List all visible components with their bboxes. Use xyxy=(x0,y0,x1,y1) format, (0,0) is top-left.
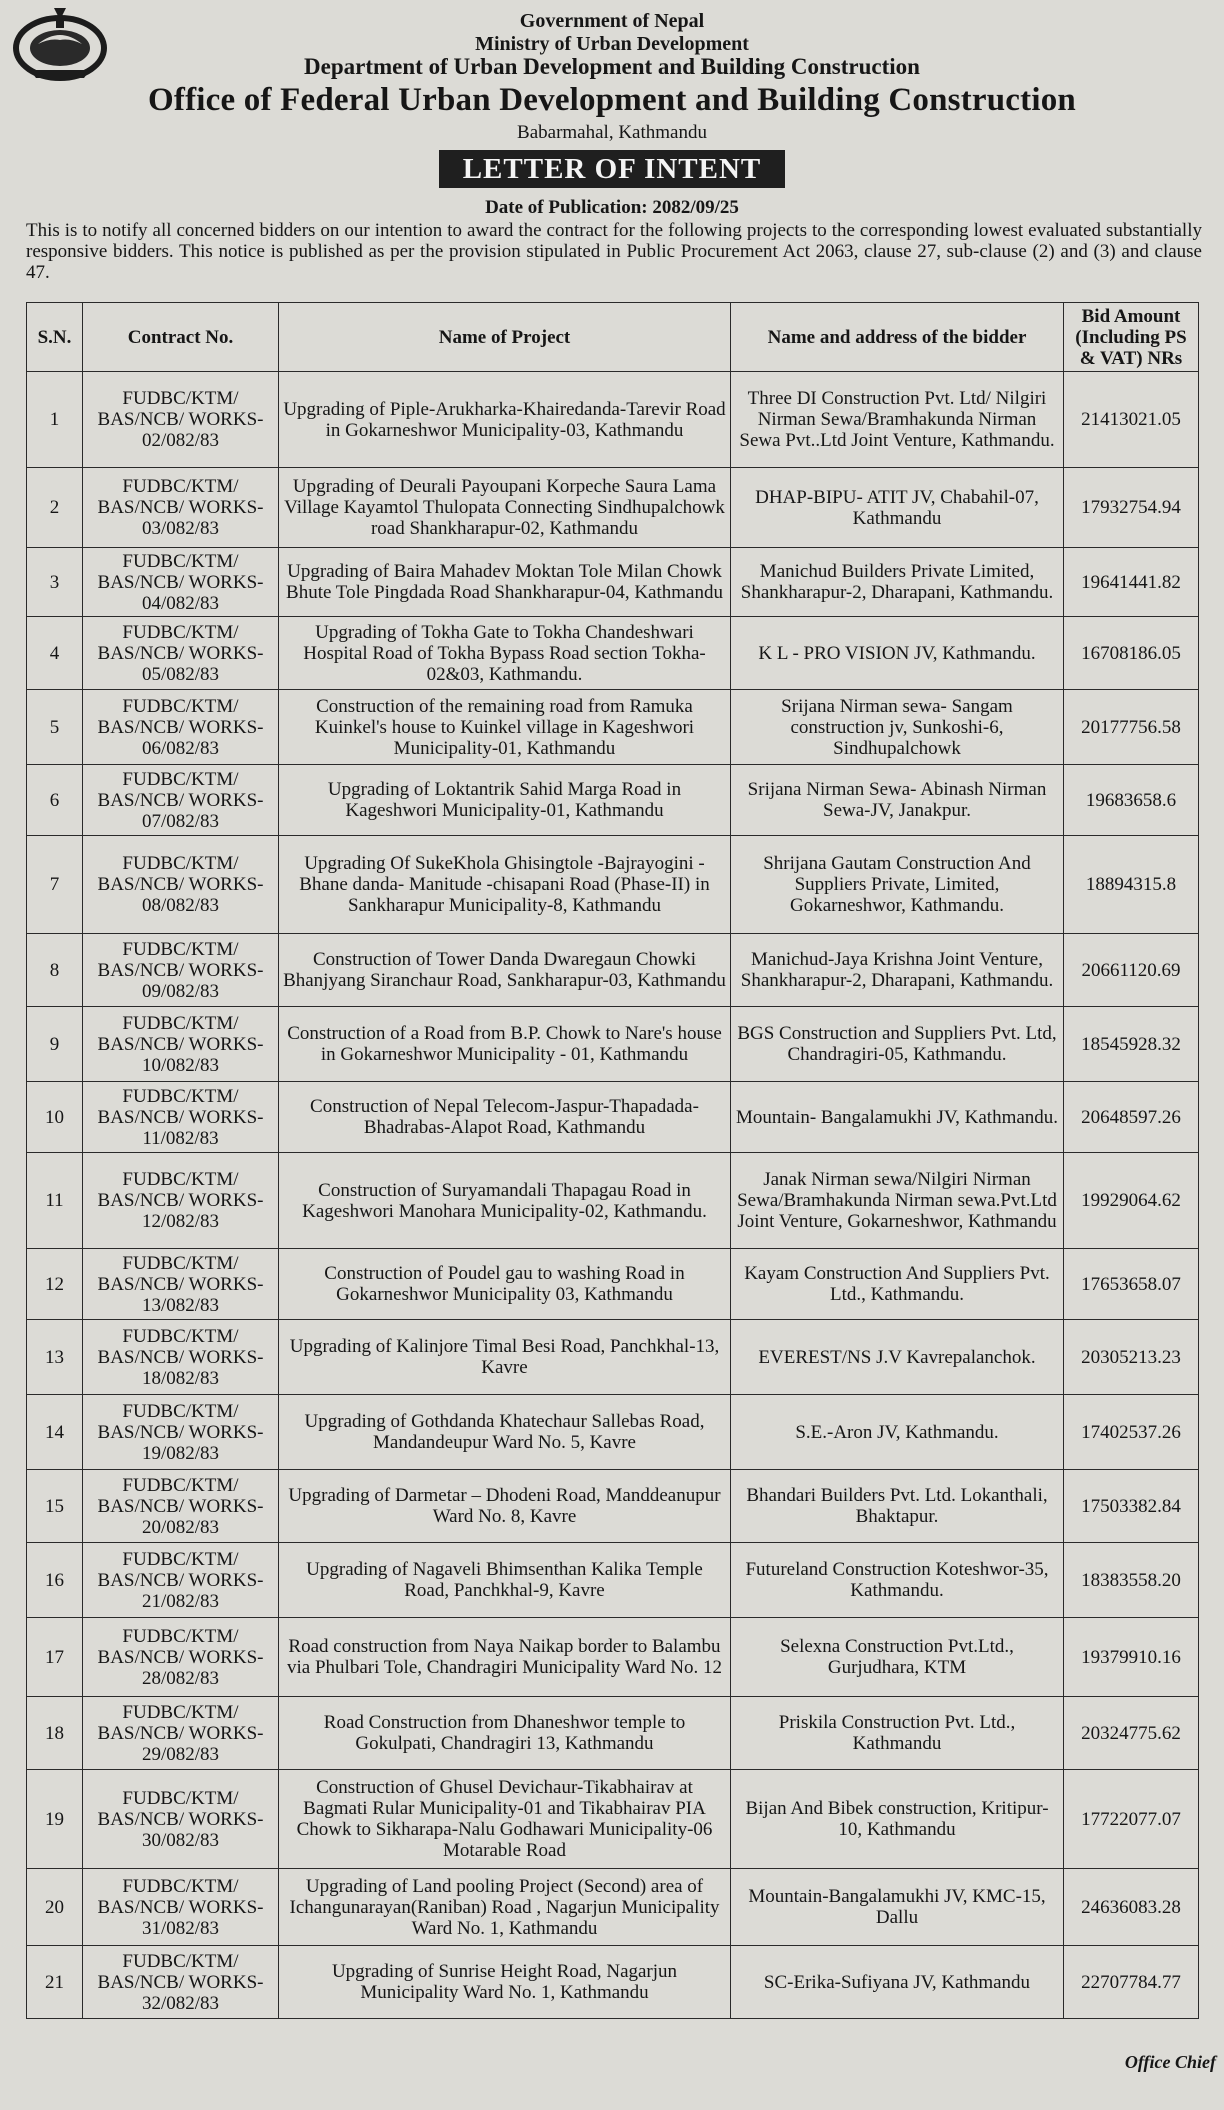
cell-project-name: Upgrading of Deurali Payoupani Korpeche Saura Lama Village Kayamtol Thulopata Connecting Sindhupalchowk road Shankharapur-02, Kathmandu xyxy=(279,468,731,548)
cell-project-name: Construction of Suryamandali Thapagau Road in Kageshwori Manohara Municipality-02, Kathmandu. xyxy=(279,1153,731,1249)
cell-sn: 7 xyxy=(27,836,83,934)
ministry-name: Ministry of Urban Development xyxy=(475,33,749,55)
cell-sn: 1 xyxy=(27,372,83,468)
cell-contract-no: FUDBC/KTM/ BAS/NCB/ WORKS-05/082/83 xyxy=(83,617,279,690)
cell-bid-amount: 20177756.58 xyxy=(1064,690,1199,765)
cell-bid-amount: 18383558.20 xyxy=(1064,1543,1199,1618)
cell-contract-no: FUDBC/KTM/ BAS/NCB/ WORKS-04/082/83 xyxy=(83,548,279,617)
cell-project-name: Upgrading of Loktantrik Sahid Marga Road in Kageshwori Municipality-01, Kathmandu xyxy=(279,765,731,836)
cell-bid-amount: 19379910.16 xyxy=(1064,1618,1199,1697)
table-row xyxy=(27,1320,1199,1395)
table-row xyxy=(27,836,1199,934)
table-row xyxy=(27,1395,1199,1470)
table-row xyxy=(27,1153,1199,1249)
table-row xyxy=(27,1470,1199,1543)
cell-bid-amount: 17402537.26 xyxy=(1064,1395,1199,1470)
cell-bid-amount: 21413021.05 xyxy=(1064,372,1199,468)
cell-bid-amount: 20305213.23 xyxy=(1064,1320,1199,1395)
cell-sn: 6 xyxy=(27,765,83,836)
cell-bid-amount: 19641441.82 xyxy=(1064,548,1199,617)
cell-contract-no: FUDBC/KTM/ BAS/NCB/ WORKS-02/082/83 xyxy=(83,372,279,468)
table-row xyxy=(27,1869,1199,1946)
table-row xyxy=(27,1770,1199,1869)
table-row xyxy=(27,1007,1199,1082)
cell-bidder: Kayam Construction And Suppliers Pvt. Ltd., Kathmandu. xyxy=(731,1249,1064,1320)
cell-bidder: Priskila Construction Pvt. Ltd., Kathmandu xyxy=(731,1697,1064,1770)
cell-bid-amount: 19929064.62 xyxy=(1064,1153,1199,1249)
cell-contract-no: FUDBC/KTM/ BAS/NCB/ WORKS-31/082/83 xyxy=(83,1869,279,1946)
table-row xyxy=(27,1946,1199,2019)
cell-project-name: Construction of Nepal Telecom-Jaspur-Thapadada-Bhadrabas-Alapot Road, Kathmandu xyxy=(279,1082,731,1153)
notice-title: LETTER OF INTENT xyxy=(439,150,786,188)
cell-bidder: Srijana Nirman Sewa- Abinash Nirman Sewa-JV, Janakpur. xyxy=(731,765,1064,836)
cell-sn: 15 xyxy=(27,1470,83,1543)
office-name: Office of Federal Urban Development and Building Construction xyxy=(148,82,1076,118)
cell-bidder: Futureland Construction Koteshwor-35, Kathmandu. xyxy=(731,1543,1064,1618)
cell-project-name: Construction of Tower Danda Dwaregaun Chowki Bhanjyang Siranchaur Road, Sankharapur-03, Kathmandu xyxy=(279,934,731,1007)
cell-contract-no: FUDBC/KTM/ BAS/NCB/ WORKS-18/082/83 xyxy=(83,1320,279,1395)
cell-contract-no: FUDBC/KTM/ BAS/NCB/ WORKS-07/082/83 xyxy=(83,765,279,836)
cell-bidder: BGS Construction and Suppliers Pvt. Ltd, Chandragiri-05, Kathmandu. xyxy=(731,1007,1064,1082)
cell-project-name: Upgrading of Piple-Arukharka-Khairedanda-Tarevir Road in Gokarneshwor Municipality-03, Kathmandu xyxy=(279,372,731,468)
cell-bidder: S.E.-Aron JV, Kathmandu. xyxy=(731,1395,1064,1470)
cell-sn: 9 xyxy=(27,1007,83,1082)
cell-contract-no: FUDBC/KTM/ BAS/NCB/ WORKS-32/082/83 xyxy=(83,1946,279,2019)
table-row xyxy=(27,1082,1199,1153)
cell-project-name: Upgrading of Tokha Gate to Tokha Chandeshwari Hospital Road of Tokha Bypass Road section Tokha-02&03, Kathmandu. xyxy=(279,617,731,690)
cell-bid-amount: 20648597.26 xyxy=(1064,1082,1199,1153)
table-row xyxy=(27,1697,1199,1770)
cell-contract-no: FUDBC/KTM/ BAS/NCB/ WORKS-09/082/83 xyxy=(83,934,279,1007)
cell-project-name: Road construction from Naya Naikap border to Balambu via Phulbari Tole, Chandragiri Municipality Ward No. 12 xyxy=(279,1618,731,1697)
cell-sn: 13 xyxy=(27,1320,83,1395)
cell-bidder: EVEREST/NS J.V Kavrepalanchok. xyxy=(731,1320,1064,1395)
cell-sn: 5 xyxy=(27,690,83,765)
cell-bidder: Selexna Construction Pvt.Ltd., Gurjudhara, KTM xyxy=(731,1618,1064,1697)
cell-project-name: Construction of Poudel gau to washing Road in Gokarneshwor Municipality 03, Kathmandu xyxy=(279,1249,731,1320)
cell-sn: 20 xyxy=(27,1869,83,1946)
table-row xyxy=(27,1543,1199,1618)
cell-bidder: Bijan And Bibek construction, Kritipur-10, Kathmandu xyxy=(731,1770,1064,1869)
department-name: Department of Urban Development and Building Construction xyxy=(304,54,920,79)
column-header-contract: Contract No. xyxy=(83,303,279,372)
table-row xyxy=(27,1249,1199,1320)
cell-bid-amount: 19683658.6 xyxy=(1064,765,1199,836)
cell-project-name: Upgrading of Baira Mahadev Moktan Tole Milan Chowk Bhute Tole Pingdada Road Shankharapur-04, Kathmandu xyxy=(279,548,731,617)
cell-project-name: Construction of Ghusel Devichaur-Tikabhairav at Bagmati Rular Municipality-01 and Tikabhairav PIA Chowk to Sikharapa-Nalu Godhawari Municipality-06 Motarable Road xyxy=(279,1770,731,1869)
office-address: Babarmahal, Kathmandu xyxy=(517,122,707,143)
table-row xyxy=(27,765,1199,836)
bid-results-table xyxy=(26,302,1199,2019)
cell-project-name: Construction of the remaining road from Ramuka Kuinkel's house to Kuinkel village in Kageshwori Municipality-01, Kathmandu xyxy=(279,690,731,765)
table-row xyxy=(27,690,1199,765)
cell-project-name: Upgrading of Sunrise Height Road, Nagarjun Municipality Ward No. 1, Kathmandu xyxy=(279,1946,731,2019)
intro-paragraph: This is to notify all concerned bidders on our intention to award the contract for the following projects to the corresponding lowest evaluated substantially responsive bidders. This notice is published as per the provision stipulated in Public Procurement Act 2063, clause 27, sub-clause (2) and (3) and clause 47. xyxy=(26,220,1202,283)
cell-project-name: Construction of a Road from B.P. Chowk to Nare's house in Gokarneshwor Municipality - 01, Kathmandu xyxy=(279,1007,731,1082)
cell-bidder: Manichud-Jaya Krishna Joint Venture, Shankharapur-2, Dharapani, Kathmandu. xyxy=(731,934,1064,1007)
cell-contract-no: FUDBC/KTM/ BAS/NCB/ WORKS-03/082/83 xyxy=(83,468,279,548)
cell-project-name: Upgrading of Land pooling Project (Second) area of Ichangunarayan(Raniban) Road , Nagarjun Municipality Ward No. 1, Kathmandu xyxy=(279,1869,731,1946)
cell-contract-no: FUDBC/KTM/ BAS/NCB/ WORKS-29/082/83 xyxy=(83,1697,279,1770)
cell-sn: 12 xyxy=(27,1249,83,1320)
cell-project-name: Road Construction from Dhaneshwor temple to Gokulpati, Chandragiri 13, Kathmandu xyxy=(279,1697,731,1770)
cell-contract-no: FUDBC/KTM/ BAS/NCB/ WORKS-11/082/83 xyxy=(83,1082,279,1153)
cell-contract-no: FUDBC/KTM/ BAS/NCB/ WORKS-08/082/83 xyxy=(83,836,279,934)
cell-project-name: Upgrading Of SukeKhola Ghisingtole -Bajrayogini -Bhane danda- Manitude -chisapani Road (Phase-II) in Sankharapur Municipality-8, Kathmandu xyxy=(279,836,731,934)
signatory-title: Office Chief xyxy=(1124,2052,1216,2072)
cell-bid-amount: 18545928.32 xyxy=(1064,1007,1199,1082)
cell-sn: 4 xyxy=(27,617,83,690)
table-row xyxy=(27,617,1199,690)
table-row xyxy=(27,1618,1199,1697)
cell-sn: 2 xyxy=(27,468,83,548)
cell-sn: 21 xyxy=(27,1946,83,2019)
table-row xyxy=(27,548,1199,617)
cell-contract-no: FUDBC/KTM/ BAS/NCB/ WORKS-10/082/83 xyxy=(83,1007,279,1082)
cell-sn: 18 xyxy=(27,1697,83,1770)
cell-bid-amount: 17932754.94 xyxy=(1064,468,1199,548)
cell-bid-amount: 24636083.28 xyxy=(1064,1869,1199,1946)
cell-contract-no: FUDBC/KTM/ BAS/NCB/ WORKS-13/082/83 xyxy=(83,1249,279,1320)
table-row xyxy=(27,372,1199,468)
cell-sn: 16 xyxy=(27,1543,83,1618)
cell-bid-amount: 16708186.05 xyxy=(1064,617,1199,690)
cell-bid-amount: 20324775.62 xyxy=(1064,1697,1199,1770)
cell-contract-no: FUDBC/KTM/ BAS/NCB/ WORKS-30/082/83 xyxy=(83,1770,279,1869)
column-header-bidder: Name and address of the bidder xyxy=(731,303,1064,372)
cell-contract-no: FUDBC/KTM/ BAS/NCB/ WORKS-28/082/83 xyxy=(83,1618,279,1697)
cell-bidder: Janak Nirman sewa/Nilgiri Nirman Sewa/Bramhakunda Nirman sewa.Pvt.Ltd Joint Venture, Gokarneshwor, Kathmandu xyxy=(731,1153,1064,1249)
cell-bidder: Mountain-Bangalamukhi JV, KMC-15, Dallu xyxy=(731,1869,1064,1946)
cell-bid-amount: 18894315.8 xyxy=(1064,836,1199,934)
cell-bidder: Shrijana Gautam Construction And Suppliers Private, Limited, Gokarneshwor, Kathmandu. xyxy=(731,836,1064,934)
column-header-sn: S.N. xyxy=(27,303,83,372)
cell-bidder: SC-Erika-Sufiyana JV, Kathmandu xyxy=(731,1946,1064,2019)
cell-contract-no: FUDBC/KTM/ BAS/NCB/ WORKS-20/082/83 xyxy=(83,1470,279,1543)
column-header-project: Name of Project xyxy=(279,303,731,372)
cell-sn: 19 xyxy=(27,1770,83,1869)
cell-sn: 14 xyxy=(27,1395,83,1470)
government-name: Government of Nepal xyxy=(519,10,705,32)
cell-bidder: DHAP-BIPU- ATIT JV, Chabahil-07, Kathmandu xyxy=(731,468,1064,548)
cell-contract-no: FUDBC/KTM/ BAS/NCB/ WORKS-19/082/83 xyxy=(83,1395,279,1470)
cell-bid-amount: 17722077.07 xyxy=(1064,1770,1199,1869)
cell-project-name: Upgrading of Nagaveli Bhimsenthan Kalika Temple Road, Panchkhal-9, Kavre xyxy=(279,1543,731,1618)
cell-bid-amount: 17653658.07 xyxy=(1064,1249,1199,1320)
column-header-amount: Bid Amount (Including PS & VAT) NRs xyxy=(1064,303,1199,372)
cell-contract-no: FUDBC/KTM/ BAS/NCB/ WORKS-06/082/83 xyxy=(83,690,279,765)
publication-date: Date of Publication: 2082/09/25 xyxy=(485,197,739,218)
cell-bidder: Bhandari Builders Pvt. Ltd. Lokanthali, Bhaktapur. xyxy=(731,1470,1064,1543)
cell-bidder: Three DI Construction Pvt. Ltd/ Nilgiri Nirman Sewa/Bramhakunda Nirman Sewa Pvt..Ltd Joint Venture, Kathmandu. xyxy=(731,372,1064,468)
cell-sn: 11 xyxy=(27,1153,83,1249)
cell-bid-amount: 22707784.77 xyxy=(1064,1946,1199,2019)
cell-project-name: Upgrading of Kalinjore Timal Besi Road, Panchkhal-13, Kavre xyxy=(279,1320,731,1395)
table-row xyxy=(27,468,1199,548)
cell-bid-amount: 17503382.84 xyxy=(1064,1470,1199,1543)
cell-sn: 17 xyxy=(27,1618,83,1697)
table-header-row xyxy=(27,303,1199,372)
table-row xyxy=(27,934,1199,1007)
cell-contract-no: FUDBC/KTM/ BAS/NCB/ WORKS-21/082/83 xyxy=(83,1543,279,1618)
cell-sn: 3 xyxy=(27,548,83,617)
cell-sn: 8 xyxy=(27,934,83,1007)
cell-project-name: Upgrading of Darmetar – Dhodeni Road, Manddeanupur Ward No. 8, Kavre xyxy=(279,1470,731,1543)
cell-bidder: Mountain- Bangalamukhi JV, Kathmandu. xyxy=(731,1082,1064,1153)
cell-bidder: Manichud Builders Private Limited, Shankharapur-2, Dharapani, Kathmandu. xyxy=(731,548,1064,617)
cell-contract-no: FUDBC/KTM/ BAS/NCB/ WORKS-12/082/83 xyxy=(83,1153,279,1249)
cell-bidder: K L - PRO VISION JV, Kathmandu. xyxy=(731,617,1064,690)
cell-project-name: Upgrading of Gothdanda Khatechaur Sallebas Road, Mandandeupur Ward No. 5, Kavre xyxy=(279,1395,731,1470)
cell-bid-amount: 20661120.69 xyxy=(1064,934,1199,1007)
cell-sn: 10 xyxy=(27,1082,83,1153)
cell-bidder: Srijana Nirman sewa- Sangam construction jv, Sunkoshi-6, Sindhupalchowk xyxy=(731,690,1064,765)
